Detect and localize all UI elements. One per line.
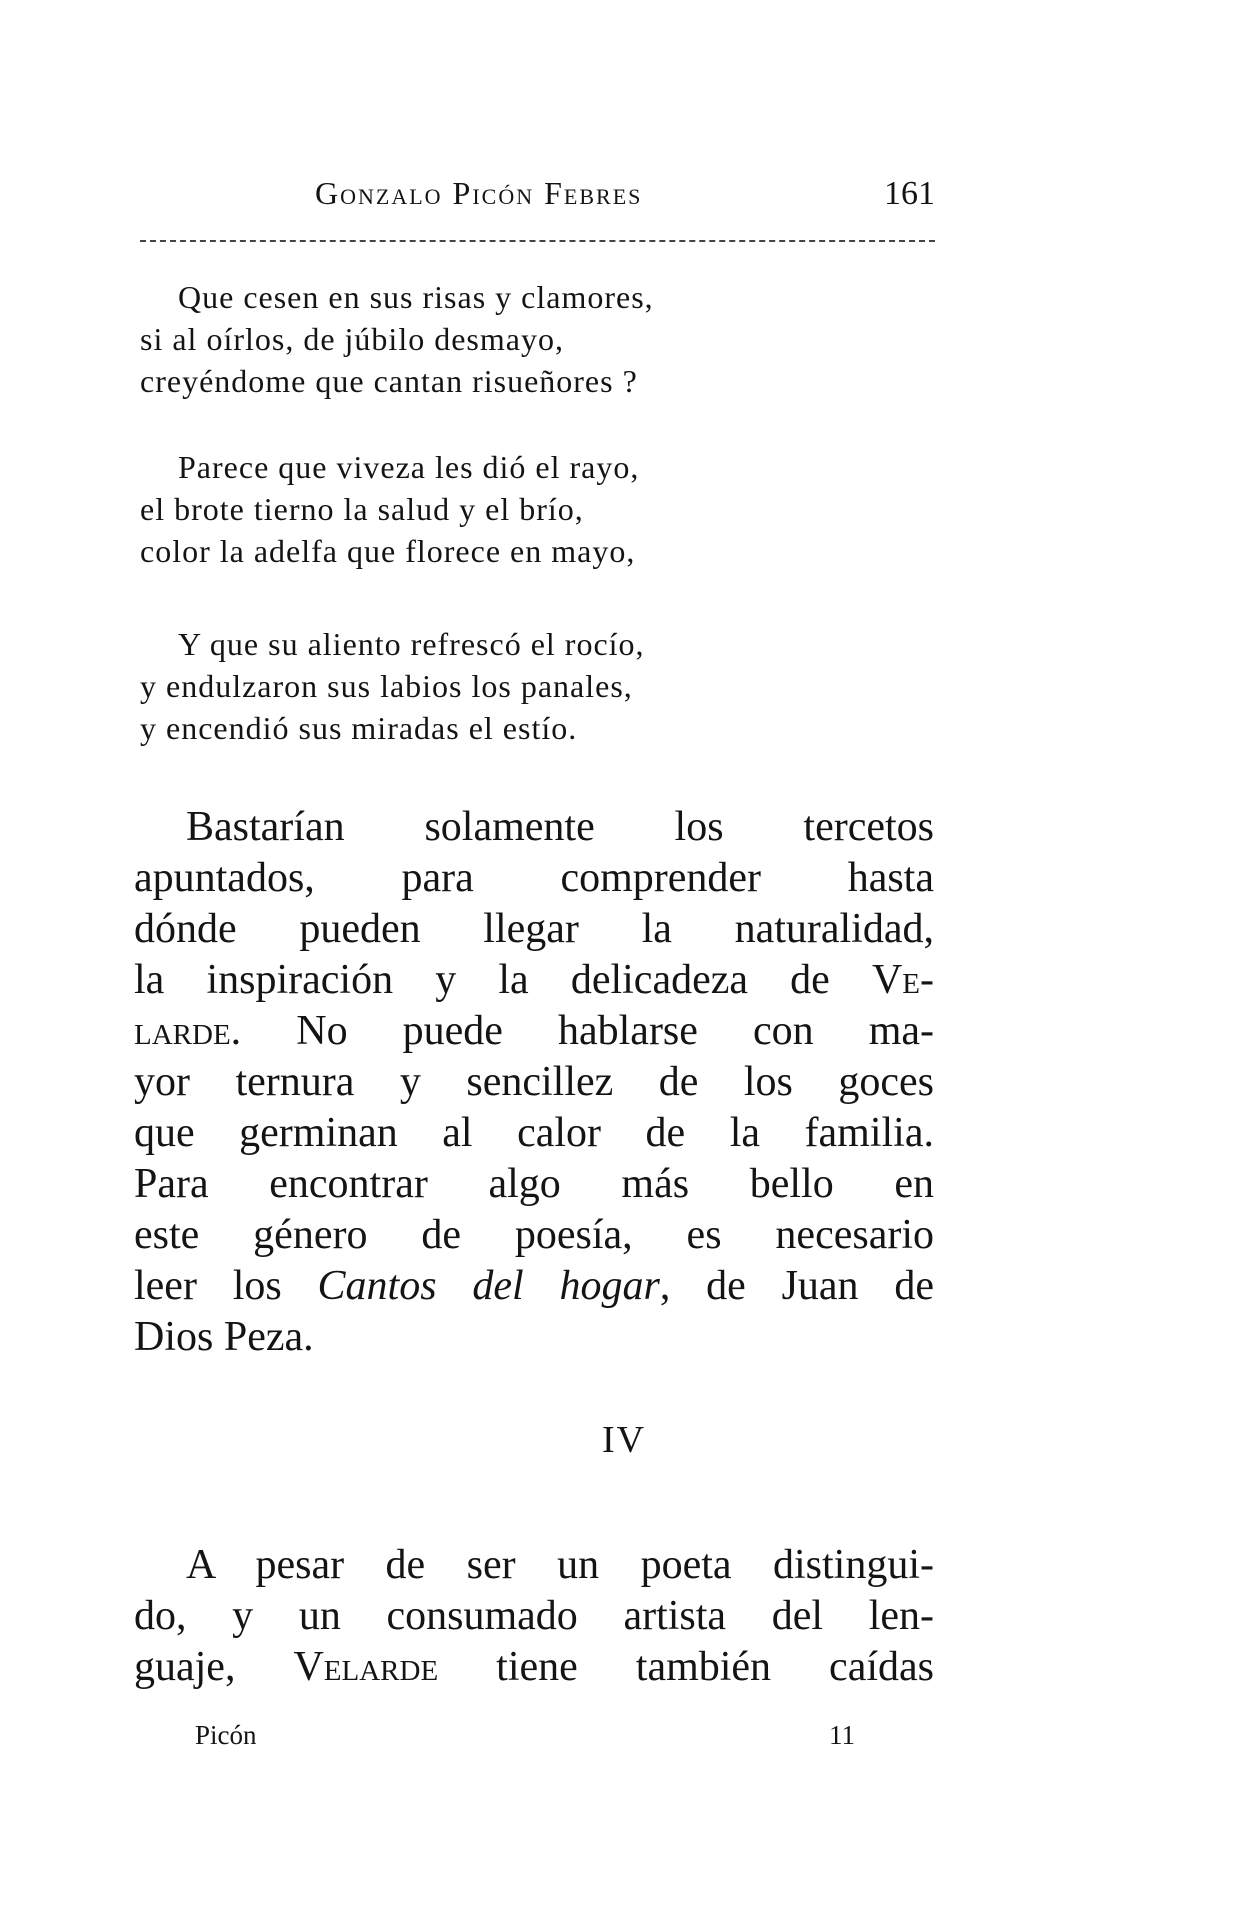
text-line xyxy=(134,955,934,1006)
page-header xyxy=(140,175,935,225)
poem-stanza xyxy=(140,446,860,572)
text-line xyxy=(134,1642,934,1693)
verse-line: color la adelfa que florece en mayo, xyxy=(140,533,636,569)
text-line: Dios Peza. xyxy=(134,1314,314,1360)
verse-line: creyéndome que cantan risueñores ? xyxy=(140,363,638,399)
text-line: este género de poesía, es necesario xyxy=(134,1212,934,1258)
text-line: do, y un consumado artista del len- xyxy=(134,1593,934,1639)
poem-stanza xyxy=(140,276,860,402)
text-segment: leer los xyxy=(134,1263,318,1309)
page-number: 161 xyxy=(884,175,935,212)
text-line: A pesar de ser un poeta distingui- xyxy=(186,1542,934,1588)
text-line xyxy=(134,1261,934,1312)
verse-line: y endulzaron sus labios los panales, xyxy=(140,668,633,704)
text-segment: la inspiración y la delicadeza de xyxy=(134,957,872,1003)
verse-line: Parece que viveza les dió el rayo, xyxy=(178,449,640,485)
author-name: Velarde xyxy=(293,1644,439,1690)
text-line: apuntados, para comprender hasta xyxy=(134,855,934,901)
text-segment: . No puede hablarse con ma- xyxy=(230,1008,934,1054)
body-paragraph xyxy=(134,1540,934,1693)
section-heading: IV xyxy=(601,1419,647,1461)
text-line: Para encontrar algo más bello en xyxy=(134,1161,934,1207)
verse-line: si al oírlos, de júbilo desmayo, xyxy=(140,321,564,357)
work-title: Cantos del hogar xyxy=(317,1263,660,1309)
text-line: que germinan al calor de la familia. xyxy=(134,1110,934,1156)
poem-stanza xyxy=(140,623,860,749)
signature-footer xyxy=(195,1720,855,1760)
verse-line: y encendió sus miradas el estío. xyxy=(140,710,578,746)
verse-line: Y que su aliento refrescó el rocío, xyxy=(178,626,645,662)
running-head: Gonzalo Picón Febres xyxy=(315,175,643,211)
header-rule xyxy=(140,240,935,242)
text-segment: tiene también caídas xyxy=(438,1644,934,1690)
text-line: yor ternura y sencillez de los goces xyxy=(134,1059,934,1105)
signature-author: Picón xyxy=(195,1720,257,1750)
text-line xyxy=(134,1006,934,1057)
signature-number: 11 xyxy=(829,1720,855,1750)
text-line: dónde pueden llegar la naturalidad, xyxy=(134,906,934,952)
author-name: larde xyxy=(134,1008,231,1054)
text-line: Bastarían solamente los tercetos xyxy=(186,804,934,850)
text-segment: guaje, xyxy=(134,1644,294,1690)
verse-line: Que cesen en sus risas y clamores, xyxy=(178,279,654,315)
body-paragraph xyxy=(134,802,934,1363)
author-name: Ve- xyxy=(871,957,934,1003)
text-segment: , de Juan de xyxy=(659,1263,934,1309)
verse-line: el brote tierno la salud y el brío, xyxy=(140,491,584,527)
